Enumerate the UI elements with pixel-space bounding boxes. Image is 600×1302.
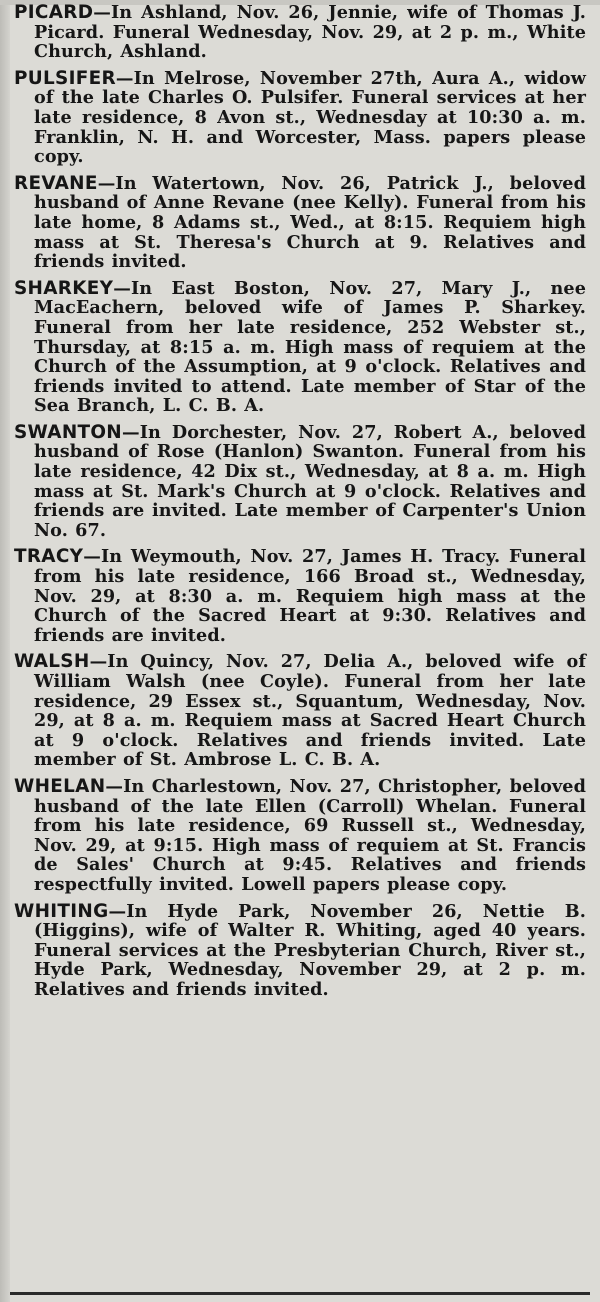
notice-surname: WHELAN [14, 775, 106, 797]
notice-text: —In Ashland, Nov. 26, Jennie, wife of Thomas J. Picard. Funeral Wednesday, Nov. 29, at 2 p. m., White Church, Ashland. [34, 2, 586, 63]
notice-swanton [14, 423, 586, 541]
bottom-rule [10, 1292, 590, 1295]
notice-sharkey [14, 279, 586, 416]
notice-revane [14, 174, 586, 272]
notice-surname: REVANE [14, 172, 98, 194]
notice-text: —In Hyde Park, November 26, Nettie B. (Higgins), wife of Walter R. Whiting, aged 40 years. Funeral services at the Presbyterian Church, River st., Hyde Park, Wednesday, November 29, at 2 p. m. Relatives and friends invited. [34, 900, 586, 1000]
notice-surname: PULSIFER [14, 67, 116, 89]
notice-surname: WHITING [14, 900, 109, 922]
notice-whelan [14, 777, 586, 895]
notice-text: —In Charlestown, Nov. 27, Christopher, beloved husband of the late Ellen (Carroll) Whelan. Funeral from his late residence, 69 Russell st., Wednesday, Nov. 29, at 9:15. High mass of requiem at St. Francis de Sales' Church at 9:45. Relatives and friends respectfully invited. Lowell papers please copy. [34, 775, 586, 895]
notice-text: —In Dorchester, Nov. 27, Robert A., beloved husband of Rose (Hanlon) Swanton. Funeral from his late residence, 42 Dix st., Wednesday, at 8 a. m. High mass at St. Mark's Church at 9 o'clock. Relatives and friends are invited. Late member of Carpenter's Union No. 67. [34, 421, 586, 541]
notice-surname: WALSH [14, 651, 90, 673]
notice-surname: PICARD [14, 2, 94, 23]
notice-surname: SWANTON [14, 421, 122, 443]
notice-tracy [14, 547, 586, 645]
notice-pulsifer [14, 69, 586, 167]
notice-picard [14, 3, 586, 62]
notice-surname: TRACY [14, 546, 84, 568]
notice-whiting [14, 902, 586, 1000]
notice-text: —In Quincy, Nov. 27, Delia A., beloved wife of William Walsh (nee Coyle). Funeral from her late residence, 29 Essex st., Squantum, Wednesday, Nov. 29, at 8 a. m. Requiem mass at Sacred Heart Church at 9 o'clock. Relatives and friends invited. Late member of St. Ambrose L. C. B. A. [34, 651, 586, 771]
left-margin-shadow [0, 0, 10, 1302]
death-notices-column [14, 3, 586, 1000]
notice-text: —In Weymouth, Nov. 27, James H. Tracy. Funeral from his late residence, 166 Broad st., Wednesday, Nov. 29, at 8:30 a. m. Requiem high mass at the Church of the Sacred Heart at 9:30. Relatives and friends are invited. [34, 546, 586, 646]
notice-text: —In Melrose, November 27th, Aura A., widow of the late Charles O. Pulsifer. Funeral services at her late residence, 8 Avon st., Wednesday at 10:30 a. m. Franklin, N. H. and Worcester, Mass. papers please copy. [34, 67, 586, 168]
notice-surname: SHARKEY [14, 277, 114, 299]
notice-walsh [14, 652, 586, 770]
notice-text: —In East Boston, Nov. 27, Mary J., nee MacEachern, beloved wife of James P. Sharkey. Funeral from her late residence, 252 Webster st., Thursday, at 8:15 a. m. High mass of requiem at the Church of the Assumption, at 9 o'clock. Relatives and friends invited to attend. Late member of Star of the Sea Branch, L. C. B. A. [34, 277, 586, 417]
notice-text: —In Watertown, Nov. 26, Patrick J., beloved husband of Anne Revane (nee Kelly). Funeral from his late home, 8 Adams st., Wed., at 8:15. Requiem high mass at St. Theresa's Church at 9. Relatives and friends invited. [34, 172, 586, 273]
